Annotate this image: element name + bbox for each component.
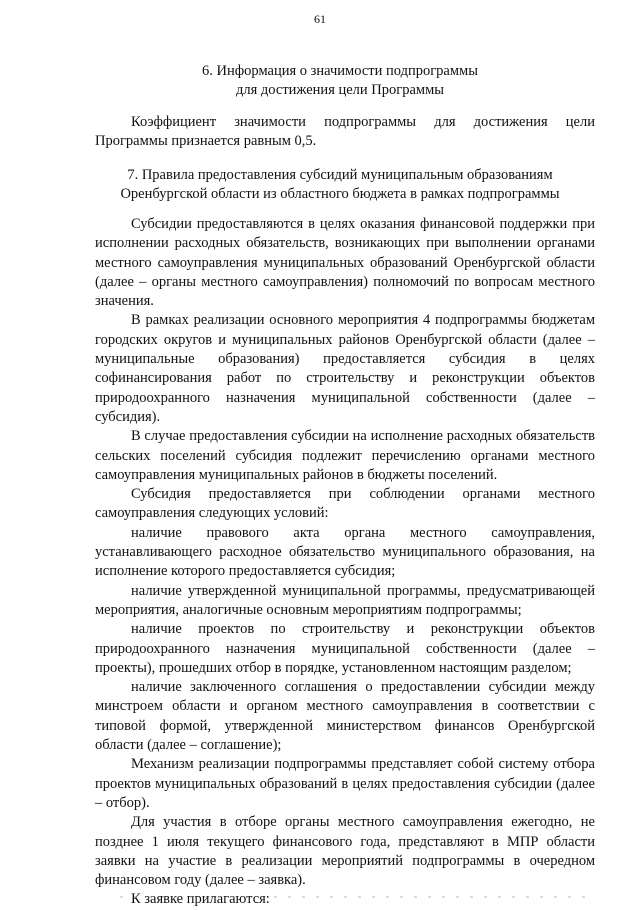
condition-item: наличие утвержденной муниципальной программы, предусматривающей мероприятия, аналогичные основным мероприятиям подпрограммы; <box>95 582 595 618</box>
paragraph: Субсидия предоставляется при соблюдении органами местного самоуправления следующих условий: <box>95 486 595 522</box>
paragraph: Для участия в отборе органы местного самоуправления ежегодно, не позднее 1 июля текущего финансового года, представляют в МПР области заявки на участие в реализации мероприятий подпрограммы в очередном финансовом году (далее – заявка). <box>95 814 595 889</box>
section-7-heading <box>60 166 620 204</box>
section-7-heading-line-2: Оренбургской области из областного бюджета в рамках подпрограммы <box>120 186 560 202</box>
condition-item: наличие проектов по строительству и реконструкции объектов природоохранного назначения муниципальной собственности (далее – проекты), прошедших отбор в порядке, установленном настоящим разделом; <box>95 621 595 676</box>
paragraph: Субсидии предоставляются в целях оказания финансовой поддержки при исполнении расходных обязательств, возникающих при выполнении органами местного самоуправления муниципальных образований Оренбургской области (далее – органы местного самоуправления) полномочий по вопросам местного значения. <box>95 216 595 310</box>
page-number: 61 <box>314 12 326 26</box>
condition-item: наличие заключенного соглашения о предоставлении субсидии между минстроем области и органом местного самоуправления в соответствии с типовой формой, утвержденной министерством финансов Оренбургской области (далее – соглашение); <box>95 679 595 754</box>
section-6-heading-line-2: для достижения цели Программы <box>235 82 445 98</box>
section-6-heading <box>60 62 620 100</box>
section-6-heading-line-1: 6. Информация о значимости подпрограммы <box>202 63 478 79</box>
scan-artifact <box>120 896 590 898</box>
section-7-body <box>95 215 595 910</box>
section-6-text-block <box>95 113 595 152</box>
paragraph: К заявке прилагаются: <box>131 891 270 908</box>
section-6-paragraph: Коэффициент значимости подпрограммы для достижения цели Программы признается равным 0,5. <box>95 114 595 150</box>
paragraph: Механизм реализации подпрограммы представляет собой систему отбора проектов муниципальных образований в целях предоставления субсидии (далее – отбор). <box>95 756 595 811</box>
section-7-heading-line-1: 7. Правила предоставления субсидий муниципальным образованиям <box>127 167 553 183</box>
paragraph: В случае предоставления субсидии на исполнение расходных обязательств сельских поселений субсидия подлежит перечислению органами местного самоуправления муниципальных районов в бюджеты поселений. <box>95 428 595 483</box>
paragraph: В рамках реализации основного мероприятия 4 подпрограммы бюджетам городских округов и муниципальных районов Оренбургской области (далее – муниципальные образования) предоставляется субсидия в целях софинансирования работ по строительству и реконструкции объектов природоохранного назначения муниципальной собственности (далее – субсидия). <box>95 312 595 425</box>
condition-item: наличие правового акта органа местного самоуправления, устанавливающего расходное обязательство муниципального образования, на исполнение которого предоставляется субсидия; <box>95 524 595 580</box>
